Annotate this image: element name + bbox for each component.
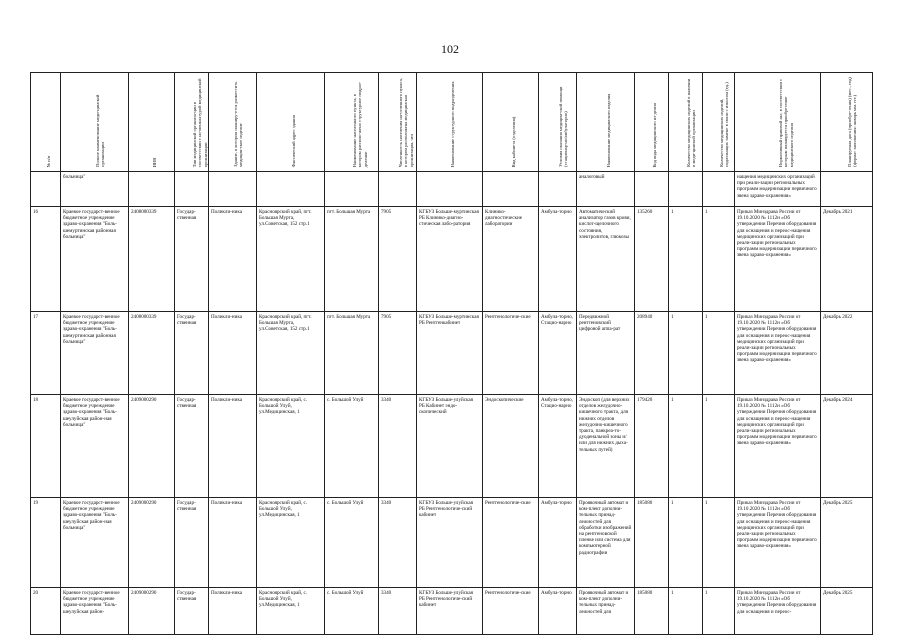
address-cell: Красноярский край, пгт. Большая Мурта, ул.Советская, 152 стр.1 xyxy=(257,207,325,312)
num-cell: 16 xyxy=(31,207,61,312)
table-row xyxy=(31,172,873,207)
num-cell: 19 xyxy=(31,498,61,588)
date-cell: Декабрь 2022 xyxy=(821,312,873,395)
replace-cell: 1 xyxy=(703,207,735,312)
date-cell: Декабрь 2025 xyxy=(821,588,873,635)
unit-cell: КГБУЗ Больше-муртинская РБ Рентгенкабинет xyxy=(417,312,483,395)
header-cell: Условия оказания медицин-ской помощи (стационар-но/амбулаторно) xyxy=(539,73,577,172)
device-cell: Эндоскоп (для верхних отделов желудочно-кишечного тракта, для нижних отделов желудочно-кишечного тракта, панкреа-то-дуоденальной зоны и/или для нижних дыха-тельных путей) xyxy=(577,395,635,498)
qty-cell: 1 xyxy=(669,395,703,498)
population-cell: 3340 xyxy=(379,588,417,635)
header-cell: Вид кабинета (отделения) xyxy=(483,73,539,172)
type-cell: Государ-ственная xyxy=(175,395,209,498)
code-cell: 185080 xyxy=(635,498,669,588)
table-row xyxy=(31,207,873,312)
room-cell: Рентгенологиче-ские xyxy=(483,312,539,395)
act-cell: Приказ Минздрава России от 19.10.2020 № 1112н «Об утверждении Перечня оборудования для оснащения и переос-нащения медицинских организаций при реали-зации региональных программ модернизации первичного звена здраво-охранения» xyxy=(735,312,821,395)
address-cell: Красноярский край, с. Большой Улуй, ул.Медицинская, 1 xyxy=(257,395,325,498)
qty-cell: 1 xyxy=(669,588,703,635)
room-cell: Рентгенологиче-ские xyxy=(483,588,539,635)
replace-cell: 1 xyxy=(703,395,735,498)
org-cell: Краевое государст-венное бюджетное учреждение здраво-охранения "Боль-шеулуйская район- xyxy=(61,588,129,635)
header-cell: Планируемая дата (приобре-тения) (мес., год) (формат заполнения: январь мм. ггг.) xyxy=(821,73,873,172)
org-cell: Краевое государст-венное бюджетное учреждение здраво-охранения "Боль-шеулуйская район-ная больница" xyxy=(61,395,129,498)
locality-cell: пгт. Большая Мурта xyxy=(325,207,379,312)
device-cell: Проявочный автомат и ком-плект дополни-тельных принад-лежностей для xyxy=(577,588,635,635)
locality-cell: с. Большой Улуй xyxy=(325,588,379,635)
replace-cell: 1 xyxy=(703,588,735,635)
num-cell: 20 xyxy=(31,588,61,635)
inn-cell: 2408000339 xyxy=(129,312,175,395)
conditions-cell: Амбула-торно xyxy=(539,588,577,635)
page-number: 102 xyxy=(441,42,459,56)
header-cell: Здание, в котором планиру-ется разместить медицин-ское изделие xyxy=(209,73,257,172)
header-cell: Количество медицинских изделий в наличии в меди-цинской организации xyxy=(669,73,703,172)
building-cell: Поликли-ника xyxy=(209,498,257,588)
conditions-cell: Амбула-торно xyxy=(539,207,577,312)
population-cell: 7905 xyxy=(379,312,417,395)
unit-cell: КГБУЗ Больше-муртинская РБ Клинико-диагно-стическая лабо-ратория xyxy=(417,207,483,312)
inn-cell: 2409000290 xyxy=(129,498,175,588)
date-cell: Декабрь 2024 xyxy=(821,395,873,498)
replace-cell: 1 xyxy=(703,498,735,588)
act-cell: Приказ Минздрава России от 19.10.2020 № 1112н «Об утверждении Перечня оборудования для оснащения и переос-нащения медицинских организаций при реали-зации региональных программ модернизации первичного звена здраво-охранения» xyxy=(735,207,821,312)
table-row xyxy=(31,588,873,635)
equipment-table xyxy=(30,72,873,635)
device-cell: аналоговый xyxy=(577,172,635,207)
population-cell: 7905 xyxy=(379,207,417,312)
address-cell: Красноярский край, пгт. Большая Мурта, ул.Советская, 152 стр.1 xyxy=(257,312,325,395)
act-cell: нащения медицинских организаций при реали-зации региональных программ модернизации первичного звена здраво-охранения» xyxy=(735,172,821,207)
org-cell: Краевое государст-венное бюджетное учреждение здраво-охранения "Боль-шеулуйская район-ная больница" xyxy=(61,498,129,588)
room-cell: Эндоскопические xyxy=(483,395,539,498)
locality-cell: пгт. Большая Мурта xyxy=(325,312,379,395)
conditions-cell: Амбула-торно, Стацио-нарно xyxy=(539,395,577,498)
header-cell: Наименование медицинского изделия xyxy=(577,73,635,172)
table-row xyxy=(31,312,873,395)
conditions-cell: Амбула-торно xyxy=(539,498,577,588)
org-cell: Краевое государст-венное бюджетное учреждение здраво-охранения "Боль-шемуртинская районная больница" xyxy=(61,207,129,312)
unit-cell: КГБУЗ Больше-улуйская РБ Рентгенологиче-ский кабинет xyxy=(417,498,483,588)
address-cell: Красноярский край, с. Большой Улуй, ул.Медицинская, 1 xyxy=(257,498,325,588)
header-cell: ИНН xyxy=(129,73,175,172)
header-cell: Численность населения на-селенного пункта, в котором расположена медицинская организация, чел xyxy=(379,73,417,172)
num-cell: 18 xyxy=(31,395,61,498)
population-cell: 3340 xyxy=(379,498,417,588)
inn-cell: 2408000339 xyxy=(129,207,175,312)
org-cell: Краевое государст-венное бюджетное учреждение здраво-охранения "Боль-шемуртинская районная больница" xyxy=(61,312,129,395)
header-cell: Наименование населенного пункта, в котором располо-жено структурное подраз-деление xyxy=(325,73,379,172)
num-cell: 17 xyxy=(31,312,61,395)
type-cell: Государ-ственная xyxy=(175,312,209,395)
code-cell: 208940 xyxy=(635,312,669,395)
conditions-cell: Амбула-торно, Стацио-нарно xyxy=(539,312,577,395)
act-cell: Приказ Минздрава России от 19.10.2020 № 1112н «Об утверждении Перечня оборудования для оснащения и переос-нащения медицинских организаций при реали-зации региональных программ модернизации первичного звена здраво-охранения» xyxy=(735,498,821,588)
type-cell: Государ-ственная xyxy=(175,207,209,312)
room-cell: Рентгенологиче-ские xyxy=(483,498,539,588)
header-cell: Код вида медицинского из-делия xyxy=(635,73,669,172)
code-cell: 135260 xyxy=(635,207,669,312)
org-cell: больница" xyxy=(61,172,129,207)
act-cell: Приказ Минздрава России от 19.10.2020 № 1112н «Об утверждении Перечня оборудования для оснащения и переос-нащения медицинских организаций при реали-зации региональных программ модернизации первичного звена здраво-охранения» xyxy=(735,395,821,498)
device-cell: Автоматический анализатор газов крови, кислот-щелочного состояния, электролитов, глюкозы xyxy=(577,207,635,312)
inn-cell: 2409000290 xyxy=(129,395,175,498)
unit-cell: КГБУЗ Больше-улуйская РБ Рентгенологиче-ский кабинет xyxy=(417,588,483,635)
building-cell: Поликли-ника xyxy=(209,588,257,635)
header-cell: Фактический адрес здания xyxy=(257,73,325,172)
table-row xyxy=(31,498,873,588)
unit-cell: КГБУЗ Больше-улуйская РБ Кабинет эндо-скопический xyxy=(417,395,483,498)
table-row xyxy=(31,395,873,498)
qty-cell: 1 xyxy=(669,312,703,395)
device-cell: Проявочный автомат и ком-плект дополни-тельных принад-лежностей для обработки изображений на рентгеновской пленке или система для компьютерной радиографии xyxy=(577,498,635,588)
population-cell: 3340 xyxy=(379,395,417,498)
code-cell: 179420 xyxy=(635,395,669,498)
inn-cell: 2409000290 xyxy=(129,588,175,635)
building-cell: Поликли-ника xyxy=(209,312,257,395)
room-cell: Клинико-диагностические лаборатории xyxy=(483,207,539,312)
date-cell: Декабрь 2021 xyxy=(821,207,873,312)
locality-cell: с. Большой Улуй xyxy=(325,498,379,588)
qty-cell: 1 xyxy=(669,207,703,312)
header-cell: № п/п xyxy=(31,73,61,172)
building-cell: Поликли-ника xyxy=(209,207,257,312)
header-cell: Тип медицинской организа-ции в соответствии с но-менклатурой медицинской организации xyxy=(175,73,209,172)
address-cell: Красноярский край, с. Большой Улуй, ул.Медицинская, 1 xyxy=(257,588,325,635)
date-cell: Декабрь 2025 xyxy=(821,498,873,588)
header-row xyxy=(31,73,873,172)
replace-cell: 1 xyxy=(703,312,735,395)
device-cell: Передвижной рентгеновский цифровой аппа-рат xyxy=(577,312,635,395)
qty-cell: 1 xyxy=(669,498,703,588)
building-cell: Поликли-ника xyxy=(209,395,257,498)
locality-cell: с. Большой Улуй xyxy=(325,395,379,498)
type-cell: Государ-ственная xyxy=(175,498,209,588)
header-cell: Количество медицинских изделий, подлежащих замене в связи с износом (ед.) xyxy=(703,73,735,172)
header-cell: Наименование структурного подразделения xyxy=(417,73,483,172)
header-cell: Полное наименование меди-цинской организации xyxy=(61,73,129,172)
code-cell: 185080 xyxy=(635,588,669,635)
type-cell: Государ-ственная xyxy=(175,588,209,635)
act-cell: Приказ Минздрава России от 19.10.2020 № 1112н «Об утверждении Перечня оборудования для оснащения и переос- xyxy=(735,588,821,635)
header-cell: Нормативный правовой акт, в соответствии с которым планируется приобретение медицинского изделия xyxy=(735,73,821,172)
